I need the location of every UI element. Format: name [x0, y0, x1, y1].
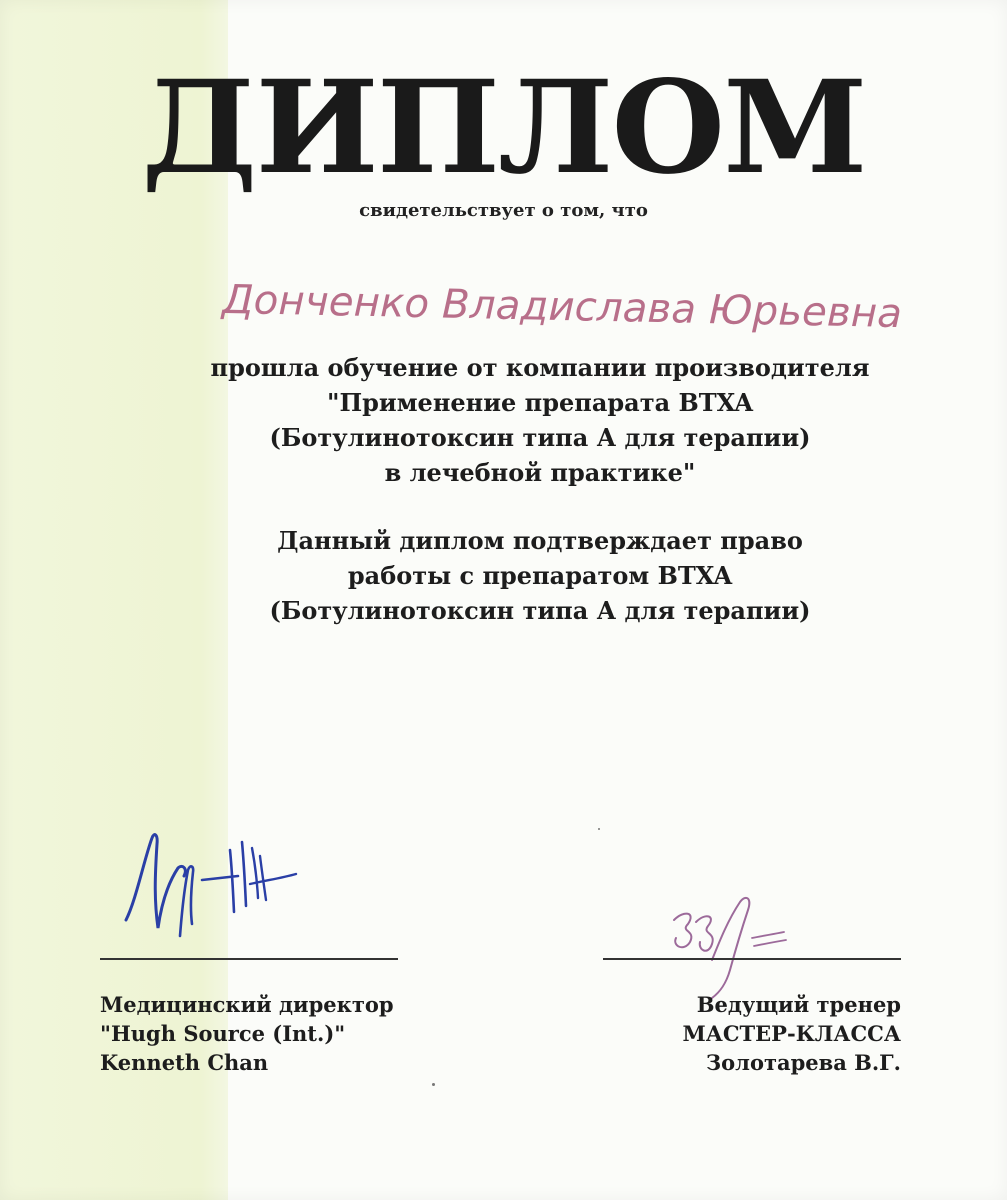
right-signatory-caption — [600, 990, 901, 1077]
left-signatory-line: "Hugh Source (Int.)" — [100, 1021, 346, 1046]
paper-speck — [598, 828, 600, 830]
training-line: (Ботулинотоксин типа А для терапии) — [269, 423, 811, 452]
left-signatory-line: Медицинский директор — [100, 992, 394, 1017]
right-signatory-line: Золотарева В.Г. — [705, 1050, 901, 1075]
rights-line: Данный диплом подтверждает право — [277, 526, 803, 555]
left-signatory-caption — [100, 990, 394, 1077]
training-line: "Применение препарата BTXA — [326, 388, 754, 417]
right-signature-line — [603, 958, 901, 960]
rights-line: (Ботулинотоксин типа А для терапии) — [269, 596, 811, 625]
left-signatory-line: Kenneth Chan — [100, 1050, 269, 1075]
right-signatory-line: МАСТЕР-КЛАССА — [682, 1021, 901, 1046]
training-line: прошла обучение от компании производителя — [210, 353, 870, 382]
paper-speck — [432, 1083, 435, 1086]
left-signature-line — [100, 958, 398, 960]
rights-line: работы с препаратом BTXA — [347, 561, 733, 590]
rights-statement — [180, 523, 900, 628]
recipient-name-handwritten — [212, 268, 912, 348]
diploma-title: ДИПЛОМ — [141, 53, 866, 203]
training-description — [180, 350, 900, 490]
recipient-name-text: Донченко Владислава Юрьевна — [221, 276, 896, 337]
diploma-subtitle: свидетельствует о том, что — [359, 200, 648, 221]
right-signatory-line: Ведущий тренер — [696, 992, 901, 1017]
left-signature — [118, 820, 308, 950]
training-line: в лечебной практике" — [384, 458, 696, 487]
